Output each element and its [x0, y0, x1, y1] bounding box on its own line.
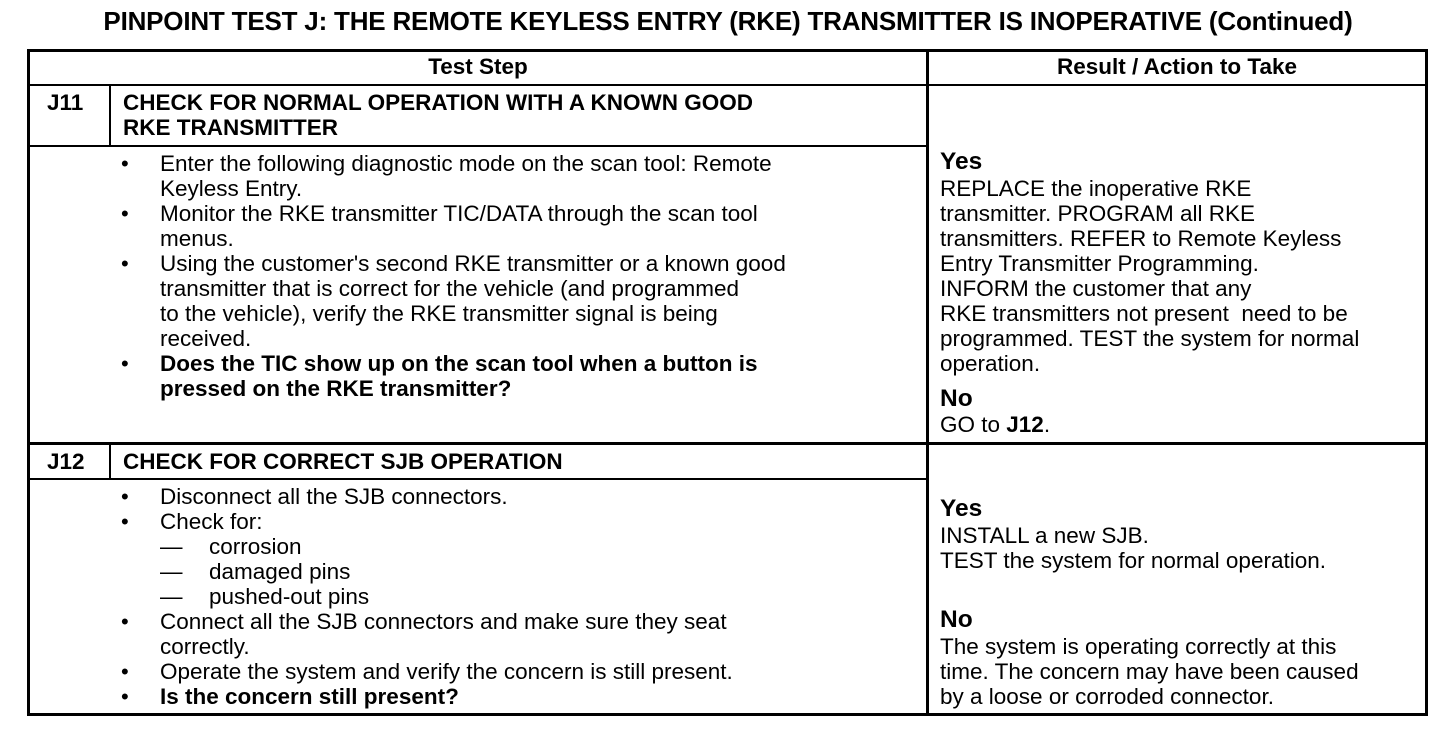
dash-marker: —: [160, 559, 183, 584]
step-id-divider-j11: [109, 85, 111, 146]
page-title: PINPOINT TEST J: THE REMOTE KEYLESS ENTRY (RKE) TRANSMITTER IS INOPERATIVE (Continued): [103, 6, 1353, 36]
bullet-marker: •: [121, 609, 129, 634]
bullet-marker: •: [121, 509, 129, 534]
column-divider: [926, 49, 929, 716]
step-question: pressed on the RKE transmitter?: [160, 376, 512, 401]
bullet-marker: •: [121, 151, 129, 176]
step-question: Is the concern still present?: [160, 684, 459, 709]
check-item: corrosion: [209, 534, 302, 559]
header-divider: [27, 84, 1428, 86]
step-heading: CHECK FOR CORRECT SJB OPERATION: [123, 449, 563, 474]
test-step-header: Test Step: [428, 54, 528, 79]
step-id: J12: [47, 449, 85, 474]
step-question: Does the TIC show up on the scan tool when a button is: [160, 351, 758, 376]
bullet-marker: •: [121, 484, 129, 509]
dash-marker: —: [160, 584, 183, 609]
j12-heading-divider: [27, 478, 928, 480]
bullet-marker: •: [121, 684, 129, 709]
bullet-marker: •: [121, 251, 129, 276]
bullet-marker: •: [121, 351, 129, 376]
bullet-marker: •: [121, 659, 129, 684]
check-item: damaged pins: [209, 559, 351, 584]
dash-marker: —: [160, 534, 183, 559]
step-reference-link: J12: [1006, 412, 1044, 437]
step-id: J11: [47, 90, 84, 115]
result-header: Result / Action to Take: [1056, 54, 1298, 79]
j11-heading-divider: [27, 145, 928, 147]
step-id-divider-j12: [109, 443, 111, 480]
check-item: pushed-out pins: [209, 584, 370, 609]
step-divider: [27, 442, 1428, 445]
bullet-marker: •: [121, 201, 129, 226]
